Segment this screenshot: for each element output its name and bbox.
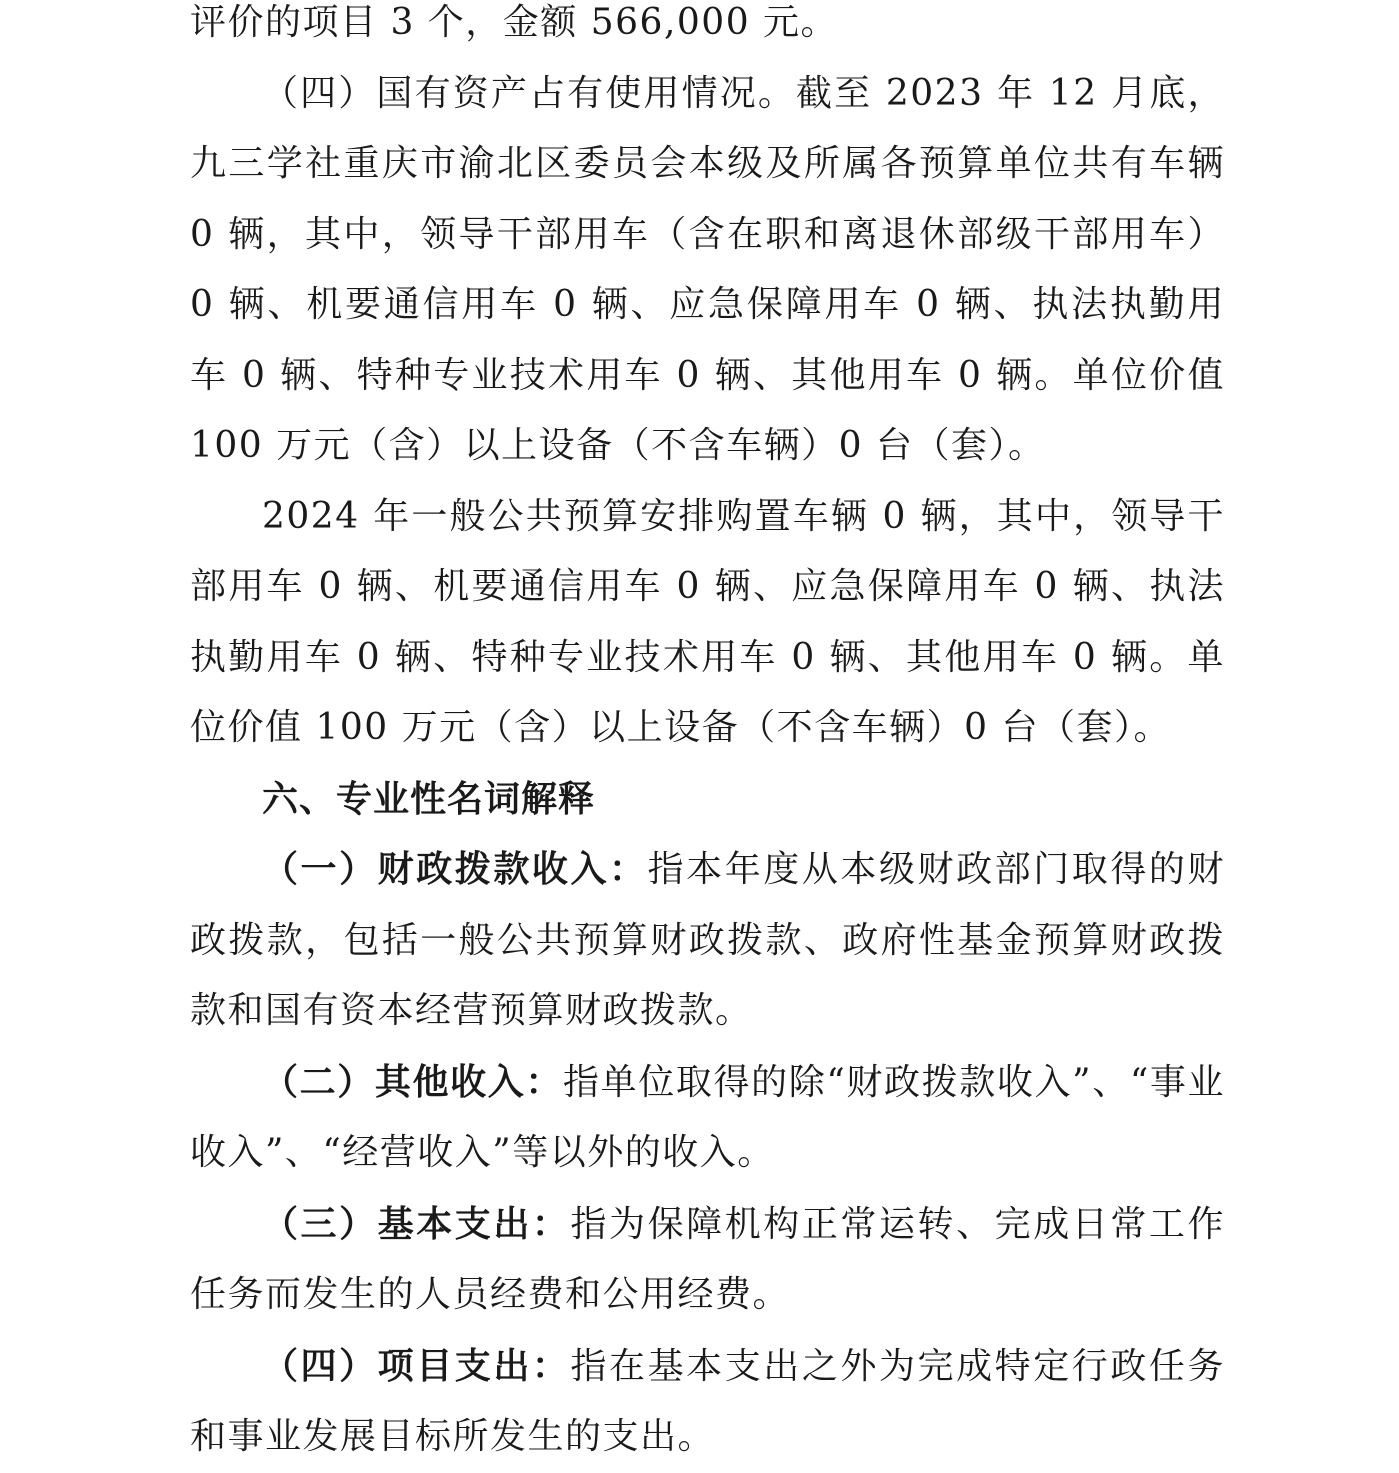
definition-term: （三）基本支出： bbox=[262, 1202, 571, 1245]
section-heading-terms: 六、专业性名词解释 bbox=[262, 777, 596, 820]
definition-text: 指本年度从本级财政部门取得的财政拨款，包括一般公共预算财政拨款、政府性基金预算财政拨款和国有资本经营预算财政拨款。 bbox=[190, 849, 1225, 1031]
paragraph-project-evaluation: 评价的项目 3 个，金额 566,000 元。 bbox=[190, 2, 839, 43]
definition-project-expenditure bbox=[190, 1331, 1225, 1473]
state-assets-lead: （四）国有资产占有使用情况。 bbox=[262, 72, 796, 114]
paragraph-vehicle-purchase-2024: 2024 年一般公共预算安排购置车辆 0 辆，其中，领导干部用车 0 辆、机要通信用车 0 辆、应急保障用车 0 辆、执法执勤用车 0 辆、特种专业技术用车 0 辆、其他用车 0 辆。单位价值 100 万元（含）以上设备（不含车辆）0 台（套）。 bbox=[190, 495, 1225, 748]
definition-text: 指为保障机构正常运转、完成日常工作任务而发生的人员经费和公用经费。 bbox=[190, 1203, 1225, 1315]
definition-basic-expenditure bbox=[190, 1189, 1225, 1331]
definition-term: （二）其他收入： bbox=[262, 1060, 564, 1103]
paragraph-state-assets bbox=[190, 59, 1225, 482]
definition-fiscal-appropriation-income bbox=[190, 834, 1225, 1047]
document-page bbox=[190, 0, 1225, 1473]
definition-term: （四）项目支出： bbox=[262, 1344, 571, 1387]
definition-text: 指在基本支出之外为完成特定行政任务和事业发展目标所发生的支出。 bbox=[190, 1345, 1225, 1457]
definition-term: （一）财政拨款收入： bbox=[262, 848, 648, 890]
definition-other-income bbox=[190, 1047, 1225, 1189]
state-assets-body: 截至 2023 年 12 月底，九三学社重庆市渝北区委员会本级及所属各预算单位共有车辆 0 辆，其中，领导干部用车（含在职和离退休部级干部用车）0 辆、机要通信用车 0 辆、应急保障用车 0 辆、执法执勤用车 0 辆、特种专业技术用车 0 辆、其他用车 0 辆。单位价值 100 万元（含）以上设备（不含车辆）0 台（套）。 bbox=[190, 72, 1225, 466]
definition-text: 指单位取得的除“财政拨款收入”、“事业收入”、“经营收入”等以外的收入。 bbox=[190, 1061, 1225, 1173]
